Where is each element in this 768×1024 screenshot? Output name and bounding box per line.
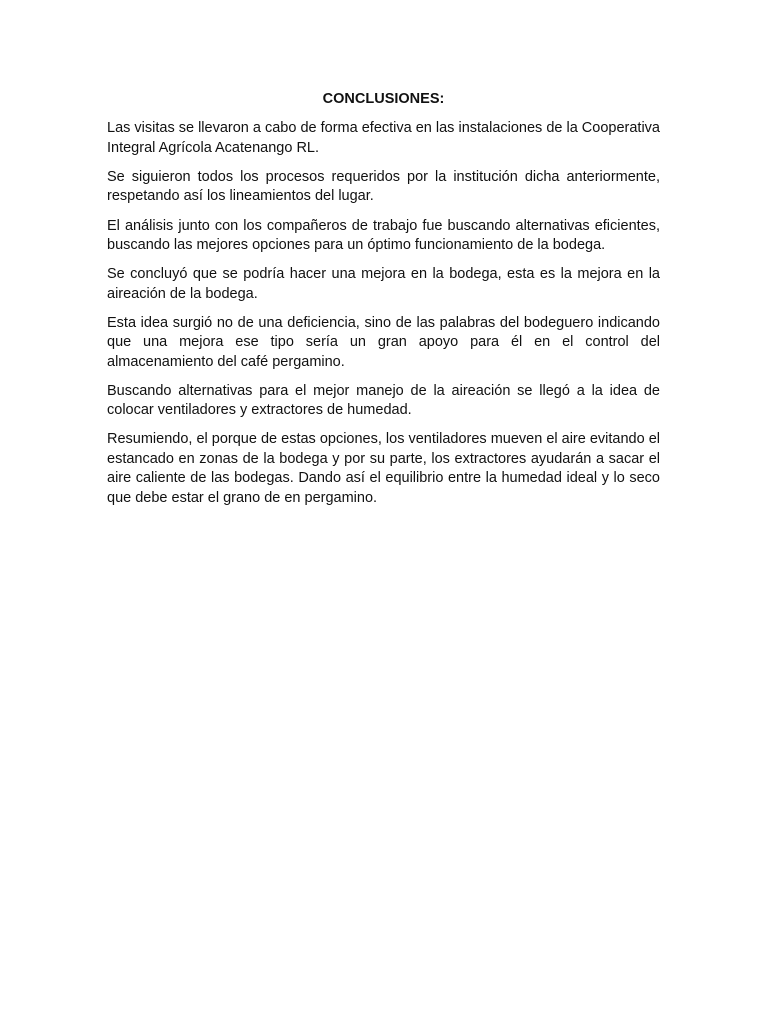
paragraph-1: Las visitas se llevaron a cabo de forma efectiva en las instalaciones de la Cooperativa Integral Agrícola Acatenango RL. xyxy=(107,120,660,156)
paragraph-2: Se siguieron todos los procesos requeridos por la institución dicha anteriormente, respetando así los lineamientos del lugar. xyxy=(107,169,660,205)
paragraph-4: Se concluyó que se podría hacer una mejora en la bodega, esta es la mejora en la aireación de la bodega. xyxy=(107,266,660,302)
document-page xyxy=(107,90,660,518)
paragraph-7: Resumiendo, el porque de estas opciones, los ventiladores mueven el aire evitando el estancado en zonas de la bodega y por su parte, los extractores ayudarán a sacar el aire caliente de las bodegas. Dando así el equilibrio entre la humedad ideal y lo seco que debe estar el grano de en pergamino. xyxy=(107,431,660,506)
document-title: CONCLUSIONES: xyxy=(322,91,445,107)
paragraph-6: Buscando alternativas para el mejor manejo de la aireación se llegó a la idea de colocar ventiladores y extractores de humedad. xyxy=(107,382,660,419)
paragraph-5: Esta idea surgió no de una deficiencia, sino de las palabras del bodeguero indicando que una mejora ese tipo sería un gran apoyo para él en el control del almacenamiento del café pergamino. xyxy=(107,314,660,370)
paragraph-3: El análisis junto con los compañeros de trabajo fue buscando alternativas eficientes, buscando las mejores opciones para un óptimo funcionamiento de la bodega. xyxy=(107,217,660,254)
